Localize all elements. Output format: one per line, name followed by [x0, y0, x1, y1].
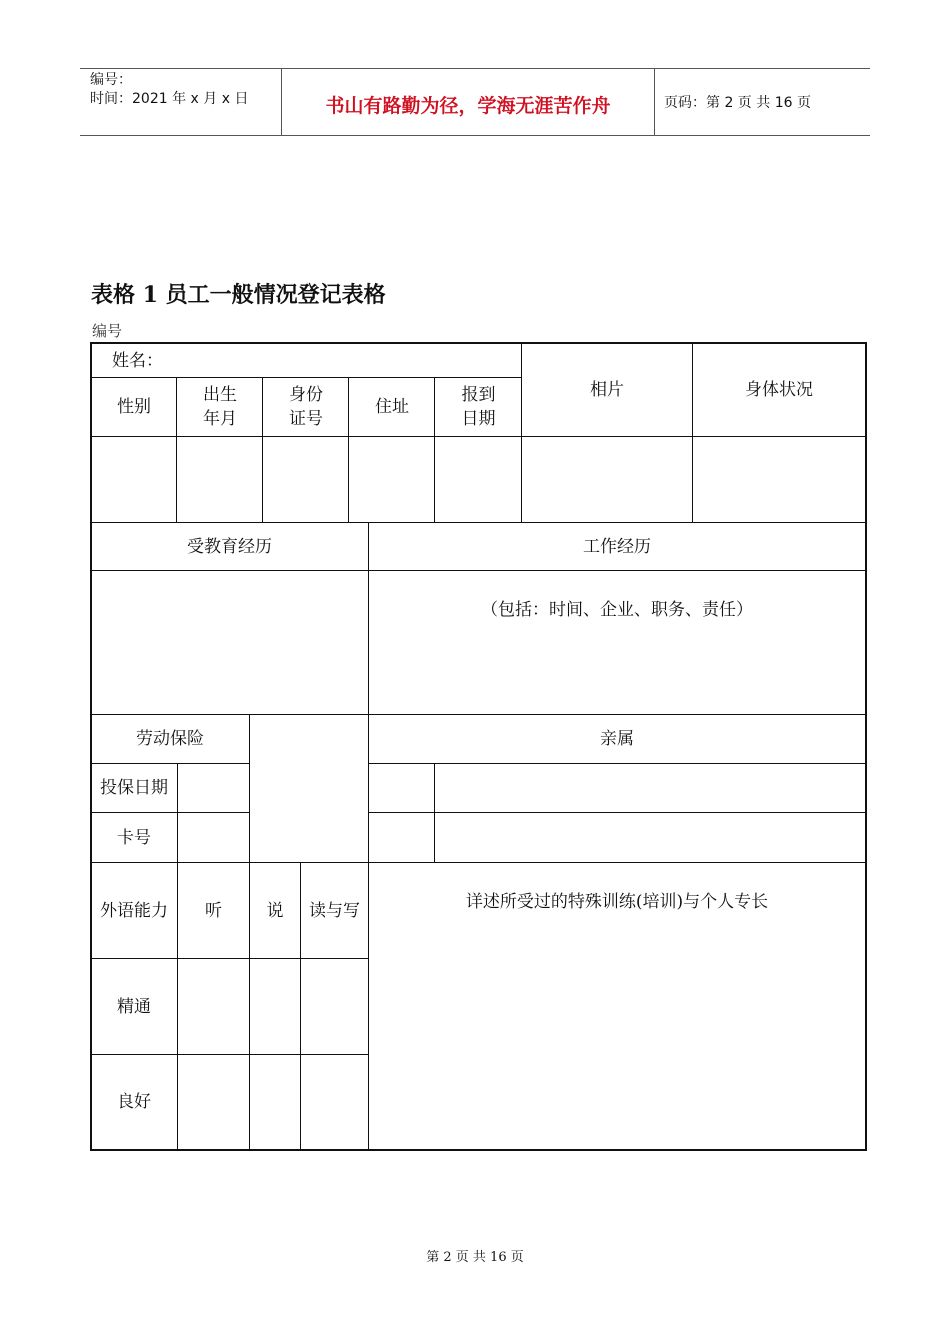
insure-date-label: 投保日期: [100, 778, 168, 798]
report-date-header: [435, 378, 522, 436]
birth-header-line2: 年月: [203, 409, 237, 429]
insurance-header: 劳动保险: [136, 729, 204, 749]
training-header: 详述所受过的特殊训练(培训)与个人专长: [465, 892, 769, 912]
good-label: 良好: [117, 1092, 151, 1112]
health-header: 身体状况: [745, 380, 813, 400]
header-serial-label: 编号：: [90, 72, 132, 88]
relatives-header: 亲属: [600, 729, 634, 749]
read-write-header: 读与写: [309, 900, 360, 921]
header-motto: 书山有路勤为径，学海无涯苦作舟: [325, 95, 611, 117]
name-label: 姓名：: [112, 350, 163, 371]
proficient-label: 精通: [117, 996, 151, 1017]
table-rule: [368, 812, 866, 813]
table-rule: [90, 570, 866, 571]
table-border: [90, 1149, 867, 1151]
work-header: 工作经历: [583, 536, 651, 557]
id-number-header: [263, 378, 349, 436]
id-header-line1: 身份: [289, 385, 323, 405]
speak-header: 说: [266, 900, 284, 921]
header-top-rule: [80, 68, 870, 69]
header-time: 时间：2021 年 x 月 x 日: [90, 91, 249, 107]
language-header: 外语能力: [100, 900, 168, 921]
id-header-line2: 证号: [289, 409, 323, 429]
table-rule: [434, 763, 435, 863]
address-header: 住址: [375, 397, 409, 417]
listen-header: 听: [205, 900, 222, 921]
photo-header: 相片: [590, 380, 624, 400]
table-border: [865, 342, 867, 1151]
card-number-label: 卡号: [117, 827, 151, 848]
form-title: 表格 1 员工一般情况登记表格: [91, 282, 386, 308]
header-page-info: 页码：第 2 页 共 16 页: [664, 95, 811, 111]
birth-header-line1: 出生: [203, 385, 237, 405]
education-header: 受教育经历: [187, 536, 272, 557]
form-serial-label: 编号: [92, 322, 123, 340]
page-footer: 第 2 页 共 16 页: [426, 1250, 524, 1265]
birth-header: [177, 378, 263, 436]
report-header-line2: 日期: [461, 409, 496, 429]
work-hint: （包括：时间、企业、职务、责任）: [481, 600, 753, 620]
header-divider: [654, 68, 655, 136]
report-header-line1: 报到: [461, 385, 496, 405]
table-rule: [368, 763, 866, 764]
table-rule: [90, 436, 866, 437]
gender-header: 性别: [117, 397, 151, 417]
header-bottom-rule: [80, 135, 870, 136]
